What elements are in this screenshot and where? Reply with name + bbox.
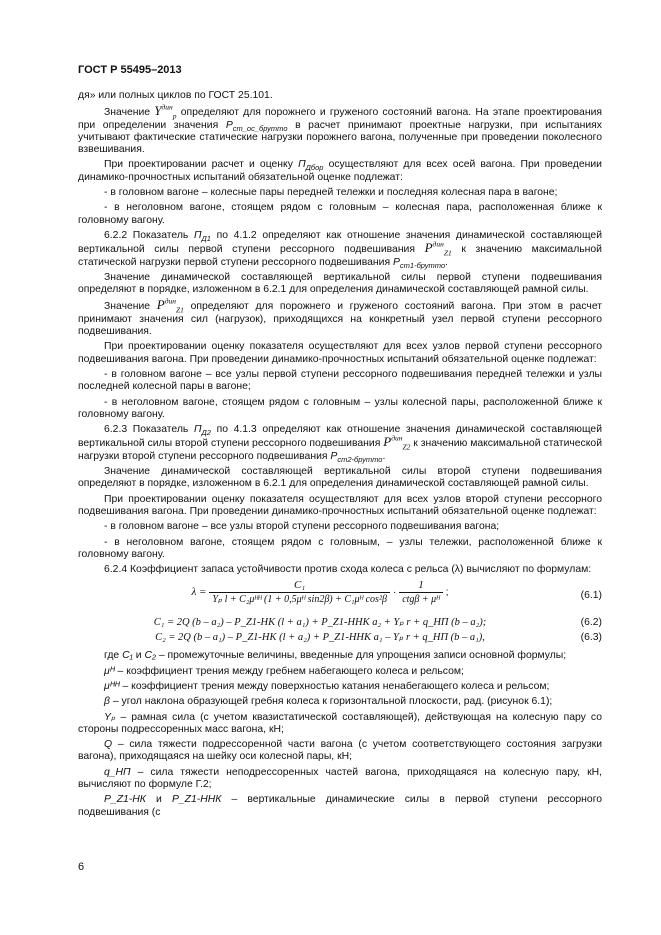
formula-6-1: λ = $\frac{\text{C₁}}{\text{Yₚ l + C₂μᴴᴴ (1 + 0,5μᴴ sin2β) + C₁μᴴ cos²β}}$ · $\frac{1}{\text{ctgβ + μᴴ}}$ ; (6.1) [191, 579, 602, 605]
definition: q_НП – сила тяжести неподрессоренных частей вагона, приходящаяся на колесную пару, кН, вычисляют по формуле Г.2; [78, 766, 603, 791]
paragraph: Значение динамической составляющей вертикальной силы второй ступени подвешивания определяют в порядке, изложенном в 6.2.1 для определения динамической составляющей рамной силы. [78, 466, 602, 490]
paragraph: где C₁ и C₂ – промежуточные величины, введенные для упрощения записи основной формулы; [104, 650, 567, 662]
paragraph: 6.2.4 Коэффициент запаса устойчивости против схода колеса с рельса (λ) вычисляют по формулам: [104, 564, 592, 576]
definition: β – угол наклона образующей гребня колеса к горизонтальной плоскости, рад. (рисунок 6.1); [104, 696, 553, 708]
formula-6-2: C₁ = 2Q (b – a₂) – P_Z1-НК (l + a₁) + P_Z1-ННК a₂ + Yₚ r + q_НП (b – a₂); (6.2) [153, 617, 602, 629]
page-content [78, 90, 602, 822]
equation-number: (6.1) [580, 590, 602, 602]
list-item: - в головном вагоне – колесные пары передней тележки и последняя колесная пара в вагоне; [104, 187, 558, 199]
list-item: - в неголовном вагоне, стоящем рядом с головным – узлы колесной пары, расположенной ближе к головному вагону. [78, 396, 602, 420]
list-item: - в неголовном вагоне, стоящем рядом с головным – колесная пара, расположенная ближе к головному вагону. [78, 202, 602, 226]
definition: Yₚ – рамная сила (с учетом квазистатической составляющей), действующая на колесную пару со стороны подрессоренных масс вагона, кН; [78, 711, 603, 735]
paragraph: дя» или полных циклов по ГОСТ 25.101. [78, 90, 273, 101]
equation-number: (6.3) [580, 632, 602, 644]
paragraph: При проектировании оценку показателя осуществляют для всех узлов второй ступени рессорного подвешивания вагона. При проведении динамико-прочностных испытаний обязательной оценке подлежат: [78, 493, 602, 517]
formula-6-3: C₂ = 2Q (b – a₁) – P_Z1-НК (l + a₂) + P_Z1-ННК a₁ – Yₚ r + q_НП (b – a₁), (6.3) [155, 632, 602, 644]
equation-number: (6.2) [580, 617, 602, 629]
document-header: ГОСТ Р 55495–2013 [78, 64, 182, 76]
paragraph: Значение динамической составляющей вертикальной силы первой ступени подвешивания определяют в порядке, изложенном в 6.2.1 для определения динамической составляющей рамной силы. [78, 271, 602, 296]
page-number: 6 [78, 861, 85, 873]
paragraph: Значение $Y^{дин}_p$ определяют для порожнего и груженого состояний вагона. На этапе проектирования при определении значения $P_{ст\_ос\_брутто}$ в расчет принимают проектные нагрузки, при испытаниях учитывают фактические статические нагрузки порожнего вагона, полученные при проведении поколесного взвешивания. [78, 102, 602, 156]
definition: μᴴᴴ – коэффициент трения между поверхностью катания ненабегающего колеса и рельсом; [104, 680, 550, 692]
list-item: - в головном вагоне – все узлы второй ступени рессорного подвешивания вагона; [104, 521, 500, 533]
paragraph: 6.2.3 Показатель $П_{Д2}$ по 4.1.3 определяют как отношение значения динамической составляющей вертикальной силы второй ступени рессорного подвешивания $P^{дин}_{Z2}$ к значению максимальной статической нагрузки второй ступени рессорного подвешивания $P_{ст2-брутто}$. [78, 424, 602, 464]
paragraph: 6.2.2 Показатель $П_{Д1}$ по 4.1.2 определяют как отношение значения динамической составляющей вертикальной силы первой ступени рессорного подвешивания $P^{дин}_{Z1}$ к значению максимальной статической нагрузки первой ступени рессорного подвешивания $P_{ст1-брутто}$. [78, 229, 602, 270]
paragraph: При проектировании оценку показателя осуществляют для всех узлов первой ступени рессорного подвешивания вагона. При проведении динамико-прочностных испытаний обязательной оценке подлежат: [78, 341, 602, 365]
paragraph: Значение $P^{дин}_{Z1}$ определяют для порожнего и груженого состояний вагона. При этом в расчет принимают значения сил (нагрузок), приходящихся на конкретный узел первой ступени рессорного подвешивания. [78, 297, 603, 338]
definition: μᴴ – коэффициент трения между гребнем набегающего колеса и рельсом; [104, 665, 464, 677]
list-item: - в головном вагоне – все узлы первой ступени рессорного подвешивания передней тележки и узлы последней колесной пары в вагоне; [78, 368, 602, 393]
definition: Q – сила тяжести подрессоренной части вагона (с учетом соответствующего состояния загрузки вагона), приходящаяся на шейку оси колесной пары, кН; [78, 739, 602, 763]
definition: P_Z1-НК и P_Z1-ННК – вертикальные динамические силы в первой ступени рессорного подвешивания (с [78, 794, 603, 818]
list-item: - в неголовном вагоне, стоящем рядом с головным, – узлы тележки, расположенной ближе к головному вагону. [78, 536, 602, 560]
paragraph: При проектировании расчет и оценку $П_{Дбор}$ осуществляют для всех осей вагона. При проведении динамико-прочностных испытаний обязательной оценке подлежат: [78, 159, 602, 183]
